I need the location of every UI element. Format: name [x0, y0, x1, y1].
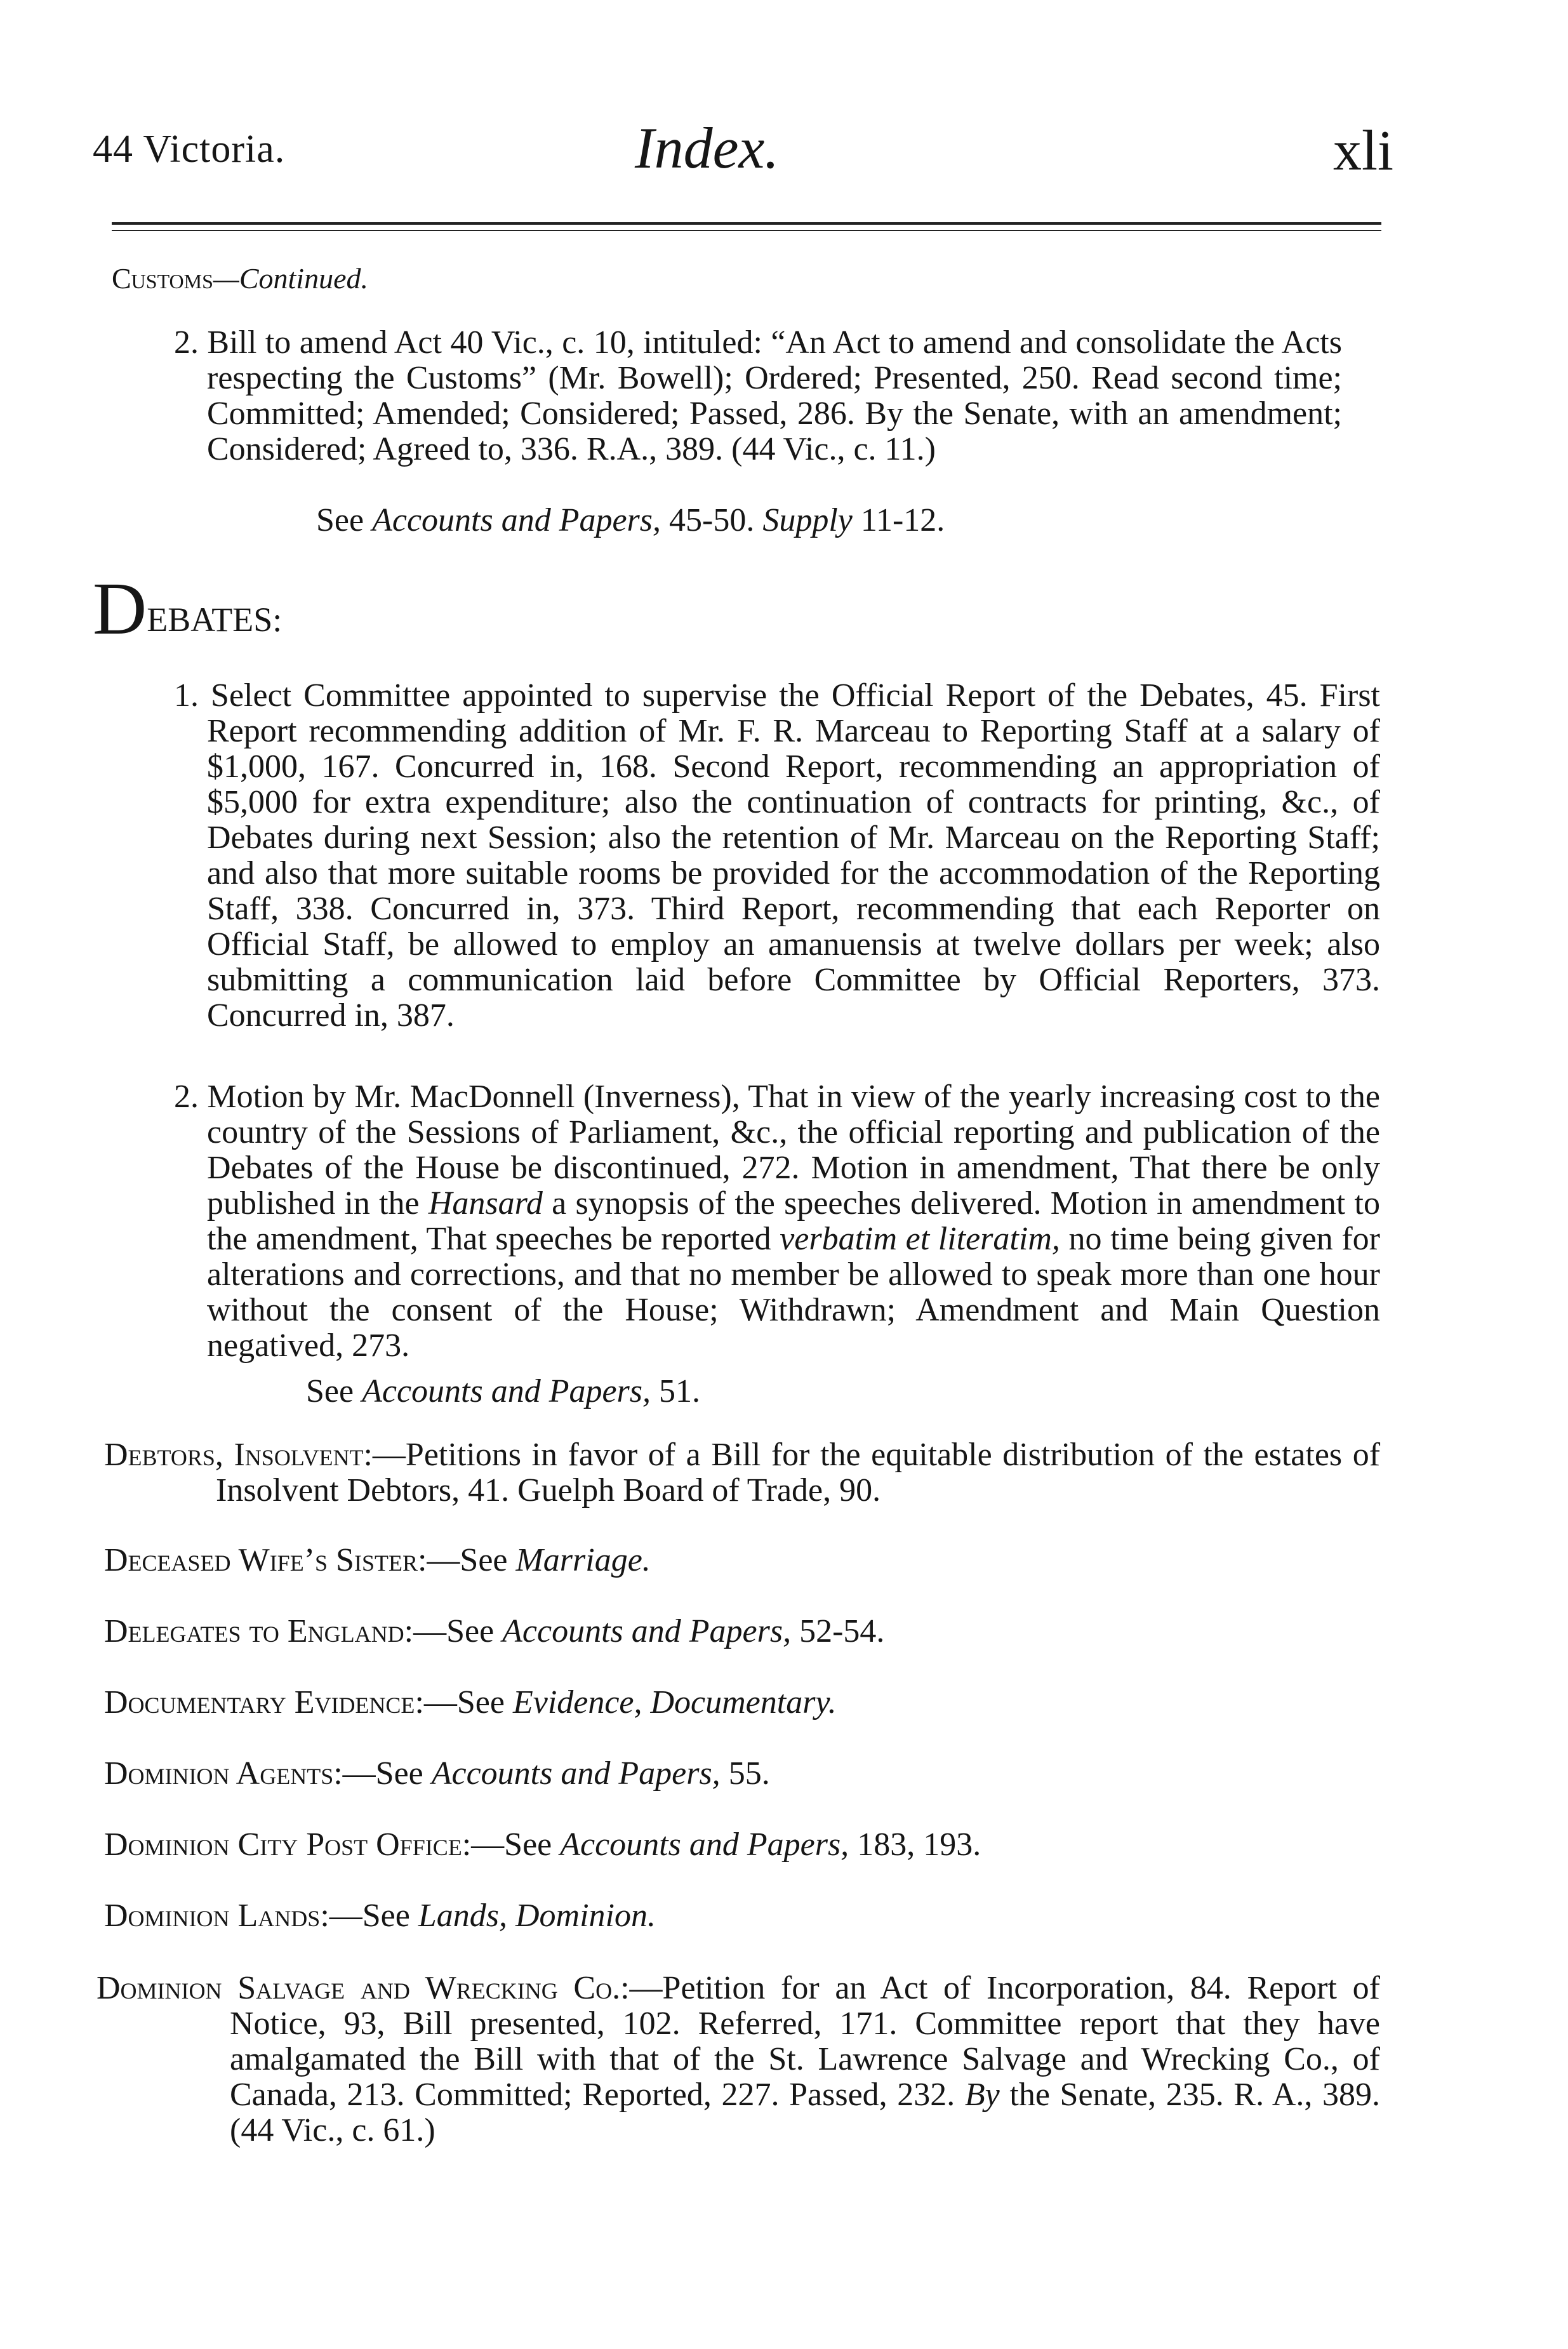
customs-heading: Customs [112, 262, 213, 295]
entry-text: the Senate, 235. R. A., 389. (44 Vic., c. 61.) [230, 2077, 1380, 2148]
customs-continued-heading [112, 262, 368, 295]
running-head-left: 44 Victoria. [93, 128, 286, 171]
heading-rest: EBATES: [147, 601, 282, 639]
cross-reference-pages: 11-12. [852, 502, 945, 538]
entry-heading: Delegates to England [104, 1613, 404, 1649]
debates-see-also [306, 1374, 700, 1409]
header-rule-thin [112, 230, 1381, 231]
entry-dominion-lands [104, 1898, 656, 1934]
cross-reference-pages: 55. [720, 1755, 770, 1792]
continued-label: —Continued. [213, 262, 368, 295]
item-text: Bill to amend Act 40 Vic., c. 10, intituled: “An Act to amend and consolidate the Acts respecting the Customs” (Mr. Bowell); Ordered; Presented, 250. Read second time; Committed; Amended; Considered; Passed, 286. By the Senate, with an amendment; Considered; Agreed to, 336. R.A., 389. (44 Vic., c. 11.) [207, 324, 1342, 467]
customs-see-also [316, 503, 945, 538]
cross-reference-pages: 183, 193. [849, 1827, 981, 1863]
entry-dominion-salvage-and-wrecking [96, 1971, 1380, 2148]
entry-heading: Dominion Salvage and Wrecking Co. [96, 1970, 621, 2006]
entry-heading: Dominion City Post Office [104, 1827, 462, 1863]
cross-reference: Accounts and Papers, [362, 1373, 651, 1409]
cross-reference: Marriage. [515, 1542, 651, 1578]
latin-phrase: verbatim et literatim, [780, 1221, 1060, 1257]
debates-heading [93, 567, 282, 650]
see-label: See [316, 502, 373, 538]
item-text: a synopsis of the speeches delivered. Motion in amendment to the amendment, That speeches be reported [207, 1185, 1380, 1257]
debates-item-2 [174, 1079, 1380, 1364]
entry-documentary-evidence [104, 1685, 837, 1720]
entry-deceased-wifes-sister [104, 1543, 651, 1578]
entry-debtors-insolvent [104, 1437, 1380, 1508]
header-rule-thick [112, 222, 1381, 225]
entry-delegates-to-england [104, 1614, 884, 1649]
entry-heading: Dominion Agents [104, 1755, 334, 1792]
entry-text: :—Petition for an Act of Incorporation, 84. Report of Notice, 93, Bill presented, 102. Referred, 171. Committee report that they have amalgamated the Bill with that of the St. Lawrence Salvage and Wrecking Co., of Canada, 213. Committed; Reported, 227. Passed, 232. [230, 1970, 1381, 2113]
entry-heading: Debtors, Insolvent [104, 1437, 364, 1473]
item-text: no time being given for alterations and corrections, and that no member be allowed to speak more than one hour without the consent of the House; Withdrawn; Amendment and Main Question negatived, 273. [207, 1221, 1380, 1364]
entry-dominion-agents [104, 1756, 770, 1792]
cross-reference: Lands, Dominion. [418, 1898, 656, 1934]
item-number: 2. [174, 1079, 199, 1115]
customs-item-2 [174, 325, 1342, 467]
cross-reference: Accounts and Papers, [502, 1613, 792, 1649]
running-head-title: Index. [635, 116, 780, 180]
see-label: :—See [415, 1684, 513, 1720]
cross-reference: Accounts and Papers, [431, 1755, 721, 1792]
entry-dominion-city-post-office [104, 1827, 981, 1863]
item-number: 2. [174, 324, 199, 361]
item-text: Motion by Mr. MacDonnell (Inverness), That in view of the yearly increasing cost to the country of the Sessions of Parliament, &c., the official reporting and publication of the Debates of the House be discontinued, 272. Motion in amendment, That there be only published in the [207, 1079, 1380, 1221]
cross-reference: Evidence, Documentary. [512, 1684, 837, 1720]
see-label: :—See [462, 1827, 561, 1863]
hansard-ref: Hansard [428, 1185, 543, 1221]
see-label: See [306, 1373, 362, 1409]
cross-reference-pages: 51. [651, 1373, 701, 1409]
entry-heading: Dominion Lands [104, 1898, 321, 1934]
item-number: 1. [174, 677, 199, 714]
cross-reference: Supply [762, 502, 853, 538]
item-text: Select Committee appointed to supervise the Official Report of the Debates, 45. First Report recommending addition of Mr. F. R. Marceau to Reporting Staff at a salary of $1,000, 167. Concurred in, 168. Second Report, recommending an appropriation of $5,000 for extra expenditure; also the continuation of contracts for printing, &c., of Debates during next Session; also the retention of Mr. Marceau on the Reporting Staff; and also that more suitable rooms be provided for the accommodation of the Reporting Staff, 338. Concurred in, 373. Third Report, recommending that each Reporter on Official Staff, be allowed to employ an amanuensis at twelve dollars per week; also submitting a communication laid before Committee by Official Reporters, 373. Concurred in, 387. [207, 677, 1381, 1034]
cross-reference-pages: 52-54. [791, 1613, 885, 1649]
debates-item-1 [174, 678, 1380, 1034]
see-label: :—See [333, 1755, 432, 1792]
cross-reference: Accounts and Papers, [372, 502, 661, 538]
page-number: xli [1333, 119, 1394, 182]
cross-reference: Accounts and Papers, [560, 1827, 849, 1863]
cross-reference-pages: 45-50. [661, 502, 763, 538]
entry-text: :—Petitions in favor of a Bill for the equitable distribution of the estates of Insolvent Debtors, 41. Guelph Board of Trade, 90. [216, 1437, 1381, 1508]
see-label: :—See [404, 1613, 503, 1649]
entry-heading: Documentary Evidence [104, 1684, 415, 1720]
entry-text-italic: By [964, 2077, 1000, 2113]
see-label: :—See [320, 1898, 418, 1934]
entry-heading: Deceased Wife’s Sister [104, 1542, 418, 1578]
drop-initial: D [93, 567, 147, 650]
see-label: :—See [417, 1542, 516, 1578]
